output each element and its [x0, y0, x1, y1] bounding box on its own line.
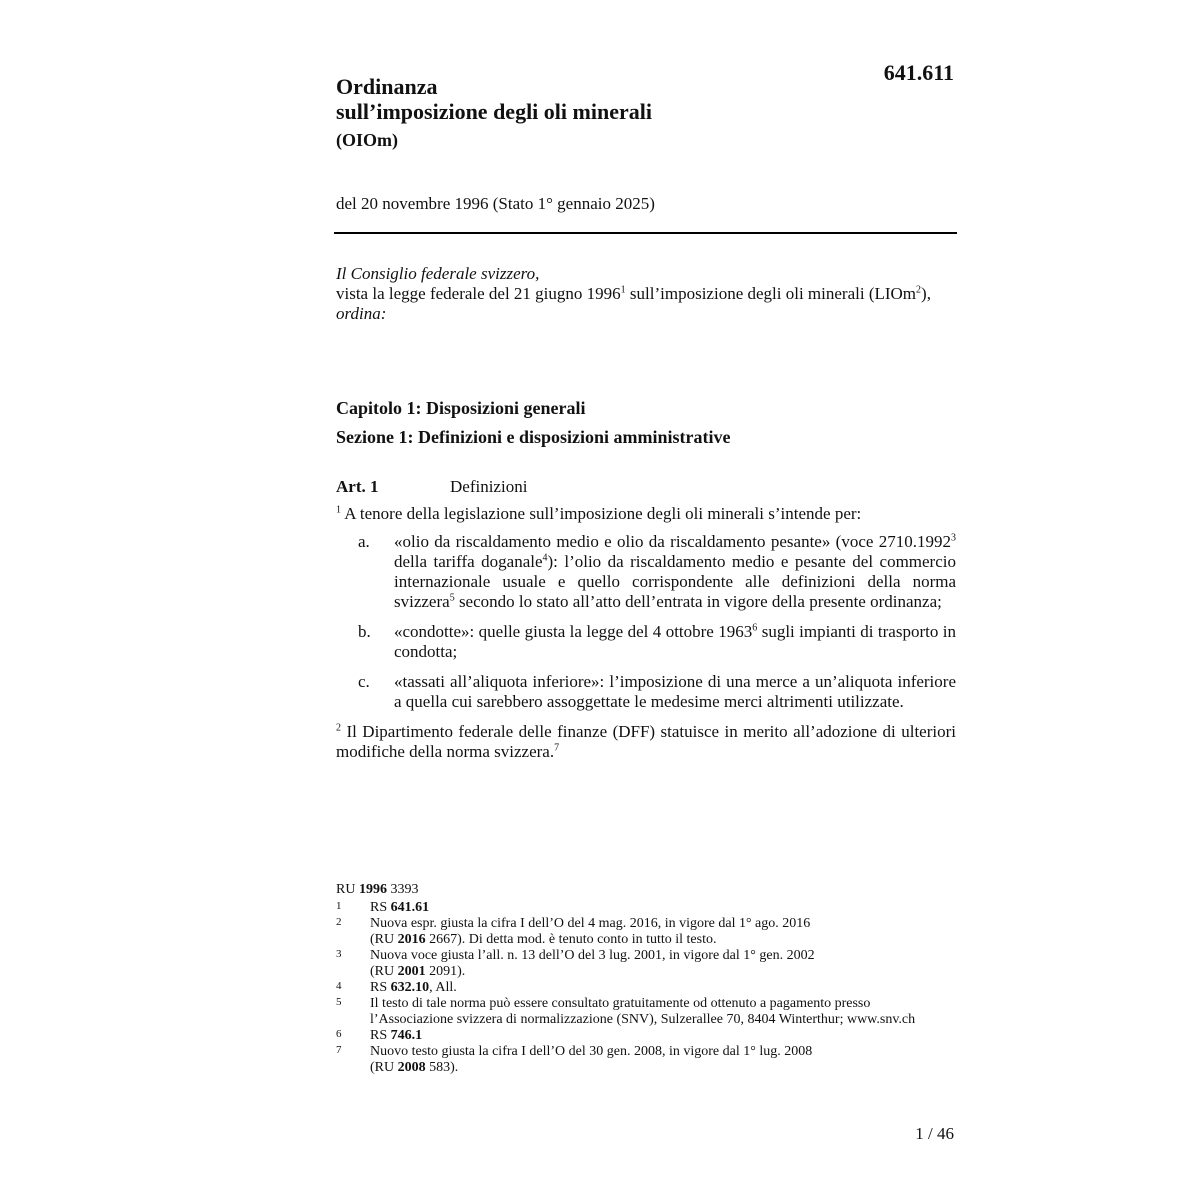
title-line-1: Ordinanza [336, 74, 438, 99]
footnote-ref[interactable]: 5 [449, 592, 455, 604]
footnote: 1 RS 641.61 [336, 900, 430, 915]
document-title [336, 74, 652, 153]
footnote-ref[interactable]: 1 [620, 284, 626, 296]
list-item: a. «olio da riscaldamento medio e olio da riscaldamento pesante» (voce 2710.1992$^3$ della tariffa doganale$^4$): l’olio da riscaldamento medio e pesante del commercio internazionale usuale e quello corrispondente alle definizioni della norma svizzera$^5$ secondo lo stato all’atto dell’entrata in vigore della presente ordinanza; [358, 532, 956, 611]
article-heading [336, 477, 527, 497]
footnote: 6 RS 746.1 [336, 1028, 423, 1043]
title-line-2: sull’imposizione degli oli minerali [336, 99, 652, 124]
official-compilation-ref: RU 1996 3393 [336, 882, 419, 897]
footnote: 7 Nuovo testo giusta la cifra I dell’O del 30 gen. 2008, in vigore dal 1° lug. 2008 (RU 2008 583). [336, 1044, 813, 1075]
document-date: del 20 novembre 1996 (Stato 1° gennaio 2025) [336, 194, 655, 213]
ingress [336, 264, 956, 324]
page-number: 1 / 46 [915, 1124, 954, 1143]
definition-list [336, 532, 956, 712]
footnote-ref[interactable]: 7 [554, 742, 560, 754]
ingress-authority: Il Consiglio federale svizzero, [336, 264, 540, 283]
footnotes [336, 882, 956, 1076]
footnote-ref[interactable]: 4 [542, 552, 548, 564]
footnote-ref[interactable]: 2 [916, 284, 922, 296]
ingress-decree: ordina: [336, 304, 387, 323]
ingress-basis: vista la legge federale del 21 giugno 1996$^1$ sull’imposizione degli oli minerali (LIOm$^2$), [336, 284, 931, 303]
sr-number: 641.611 [883, 60, 954, 85]
list-item: b. «condotte»: quelle giusta la legge del 4 ottobre 1963$^6$ sugli impianti di trasporto in condotta; [358, 622, 956, 661]
footnote: 4 RS 632.10, All. [336, 980, 457, 995]
header-divider [334, 232, 957, 234]
article-paragraph-1: $^1$ A tenore della legislazione sull’imposizione degli oli minerali s’intende per: [336, 504, 862, 523]
article-paragraph-2: $^2$ Il Dipartimento federale delle finanze (DFF) statuisce in merito all’adozione di ulteriori modifiche della norma svizzera.$^7$ [336, 722, 956, 761]
document-page [336, 0, 958, 1200]
section-heading: Sezione 1: Definizioni e disposizioni amministrative [336, 427, 731, 447]
footnote: 5 Il testo di tale norma può essere consultato gratuitamente od ottenuto a pagamento presso l’Associazione svizzera di normalizzazione (SNV), Sulzerallee 70, 8404 Winterthur; www.snv.ch [336, 996, 916, 1027]
article-number: Art. 1 [336, 477, 379, 496]
footnote: 3 Nuova voce giusta l’all. n. 13 dell’O del 3 lug. 2001, in vigore dal 1° gen. 2002 (RU 2001 2091). [336, 948, 815, 979]
article-title: Definizioni [450, 477, 528, 496]
footnote-ref[interactable]: 6 [752, 622, 758, 634]
list-item: c. «tassati all’aliquota inferiore»: l’imposizione di una merce a un’aliquota inferiore a quella cui sarebbero assoggettate le medesime merci altrimenti utilizzate. [358, 672, 956, 711]
footnote: 2 Nuova espr. giusta la cifra I dell’O del 4 mag. 2016, in vigore dal 1° ago. 2016 (RU 2016 2667). Di detta mod. è tenuto conto in tutto il testo. [336, 916, 811, 947]
chapter-heading: Capitolo 1: Disposizioni generali [336, 398, 586, 418]
title-abbreviation: (OIOm) [336, 130, 398, 150]
footnote-ref[interactable]: 3 [951, 532, 956, 544]
article-body [336, 504, 956, 770]
